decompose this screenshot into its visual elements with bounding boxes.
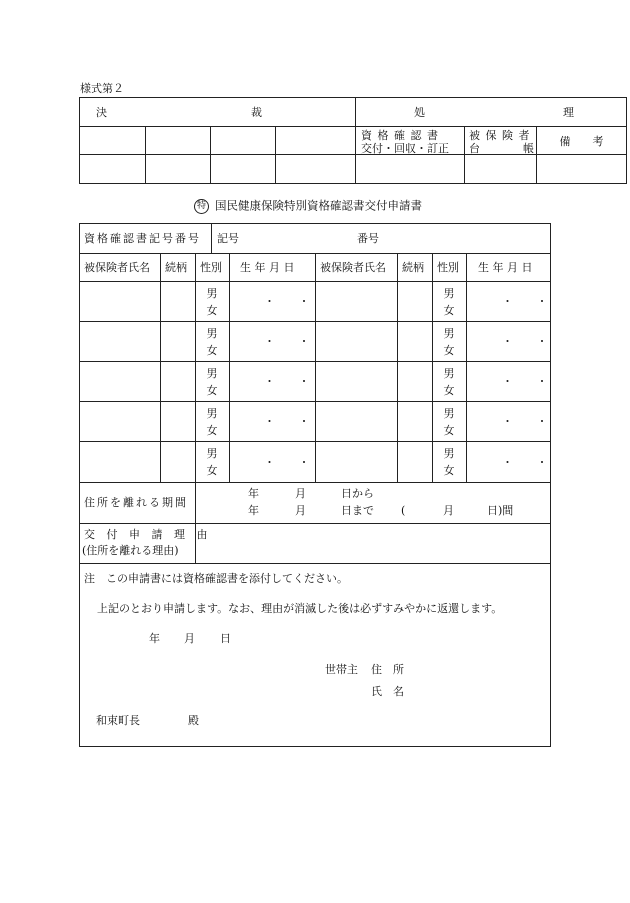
rule <box>432 253 433 482</box>
sex-male[interactable]: 男 <box>206 287 218 300</box>
sex-female[interactable]: 女 <box>443 424 455 437</box>
ledger-line2a: 台 <box>469 142 480 155</box>
birth-date-dots: ・ ・ <box>502 295 558 308</box>
birth-date-dots: ・ ・ <box>502 375 558 388</box>
rule <box>79 523 551 524</box>
sex-female[interactable]: 女 <box>443 464 455 477</box>
approval-cell[interactable] <box>211 127 276 155</box>
form-number: 様式第２ <box>80 82 124 95</box>
sex-male[interactable]: 男 <box>443 287 455 300</box>
sex-male[interactable]: 男 <box>443 407 455 420</box>
approval-cell[interactable] <box>80 127 146 155</box>
approval-cell[interactable] <box>276 127 356 155</box>
reason-field[interactable] <box>197 525 549 561</box>
period-from-day: 日から <box>341 487 374 500</box>
bangou-field[interactable] <box>385 226 545 250</box>
honorific-dono: 殿 <box>188 714 199 727</box>
birth-date-dots: ・ ・ <box>502 415 558 428</box>
col-header-sex: 性別 <box>200 261 222 274</box>
sex-female[interactable]: 女 <box>206 464 218 477</box>
cert-number-label: 資格確認書記号番号 <box>84 232 201 245</box>
sex-female[interactable]: 女 <box>443 344 455 357</box>
col-header-sex: 性別 <box>437 261 459 274</box>
birth-date-dots: ・ ・ <box>502 335 558 348</box>
sex-options[interactable] <box>206 405 218 439</box>
sex-female[interactable]: 女 <box>206 304 218 317</box>
remarks-header: 備 考 <box>537 127 627 155</box>
ledger-cell[interactable] <box>465 155 537 184</box>
ledger-line1: 被 保 険 者 <box>469 129 531 142</box>
cert-issue-cell[interactable] <box>356 155 465 184</box>
rule <box>79 563 551 564</box>
date-month: 月 <box>184 632 195 645</box>
cert-issue-header <box>356 127 465 155</box>
cert-issue-line2: 交付・回収・訂正 <box>361 142 449 155</box>
rule <box>195 482 196 563</box>
rule <box>397 253 398 482</box>
tokubetsu-mark: 特 <box>194 199 209 214</box>
sex-options[interactable] <box>443 445 455 479</box>
sex-female[interactable]: 女 <box>206 384 218 397</box>
kessai-char-1: 決 <box>96 106 107 119</box>
period-label: 住所を離れる期間 <box>84 496 188 509</box>
shori-header-cell <box>356 98 627 127</box>
sex-options[interactable] <box>443 285 455 319</box>
sex-options[interactable] <box>443 365 455 399</box>
sex-options[interactable] <box>206 445 218 479</box>
col-header-birth: 生 年 月 日 <box>240 261 295 274</box>
sex-options[interactable] <box>206 365 218 399</box>
name-label: 氏 名 <box>371 685 404 698</box>
period-to-month: 月 <box>295 504 306 517</box>
sex-male[interactable]: 男 <box>206 447 218 460</box>
attachment-note: 注 この申請書には資格確認書を添付してください。 <box>84 572 348 585</box>
sex-female[interactable]: 女 <box>443 304 455 317</box>
addressee: 和束町長 <box>96 714 140 727</box>
sex-female[interactable]: 女 <box>206 424 218 437</box>
date-day: 日 <box>220 632 231 645</box>
approval-cell[interactable] <box>146 127 211 155</box>
period-to-year: 年 <box>248 504 259 517</box>
date-year: 年 <box>149 632 160 645</box>
sex-options[interactable] <box>443 325 455 359</box>
kessai-char-2: 裁 <box>251 106 262 119</box>
rule <box>315 253 316 482</box>
bangou-label: 番号 <box>357 232 379 245</box>
col-header-relation: 続柄 <box>165 261 187 274</box>
shori-char-1: 処 <box>414 106 425 119</box>
rule <box>195 253 196 482</box>
ledger-line2b: 帳 <box>523 142 534 155</box>
sex-options[interactable] <box>206 325 218 359</box>
period-paren-open: ( <box>401 504 406 517</box>
form-title <box>194 199 422 214</box>
remarks-cell[interactable] <box>537 155 627 184</box>
birth-date-dots: ・ ・ <box>264 375 320 388</box>
declaration-text: 上記のとおり申請します。なお、理由が消滅した後は必ずすみやかに返還します。 <box>97 602 503 615</box>
address-label: 住 所 <box>371 663 404 676</box>
birth-date-dots: ・ ・ <box>502 456 558 469</box>
approval-cell[interactable] <box>80 155 146 184</box>
period-from-month: 月 <box>295 487 306 500</box>
rule <box>160 253 161 482</box>
sex-options[interactable] <box>206 285 218 319</box>
ledger-header <box>465 127 537 155</box>
sex-male[interactable]: 男 <box>206 407 218 420</box>
rule <box>211 223 212 253</box>
rule <box>229 253 230 482</box>
col-header-relation: 続柄 <box>402 261 424 274</box>
period-to-day: 日まで <box>341 504 374 517</box>
approval-cell[interactable] <box>276 155 356 184</box>
col-header-birth: 生 年 月 日 <box>478 261 533 274</box>
kessai-header-cell <box>80 98 356 127</box>
rule <box>79 482 551 483</box>
birth-date-dots: ・ ・ <box>264 456 320 469</box>
col-header-name: 被保険者氏名 <box>320 261 386 274</box>
sex-options[interactable] <box>443 405 455 439</box>
cert-issue-line1: 資 格 確 認 書 <box>361 129 439 142</box>
period-duration-month: 月 <box>443 504 454 517</box>
sex-male[interactable]: 男 <box>206 327 218 340</box>
sex-female[interactable]: 女 <box>443 384 455 397</box>
rule <box>466 253 467 482</box>
col-header-name: 被保険者氏名 <box>84 261 150 274</box>
birth-date-dots: ・ ・ <box>264 295 320 308</box>
kigou-field[interactable] <box>245 226 345 250</box>
birth-date-dots: ・ ・ <box>264 415 320 428</box>
birth-date-dots: ・ ・ <box>264 335 320 348</box>
period-from-year: 年 <box>248 487 259 500</box>
reason-label-line2: (住所を離れる理由) <box>82 544 179 557</box>
form-title-text: 国民健康保険特別資格確認書交付申請書 <box>215 198 422 213</box>
sex-male[interactable]: 男 <box>443 327 455 340</box>
sex-male[interactable]: 男 <box>206 367 218 380</box>
sex-female[interactable]: 女 <box>206 344 218 357</box>
period-duration-days: 日)間 <box>487 504 514 517</box>
sex-male[interactable]: 男 <box>443 447 455 460</box>
sex-male[interactable]: 男 <box>443 367 455 380</box>
kigou-label: 記号 <box>217 232 239 245</box>
processing-table <box>79 97 604 183</box>
household-head-label: 世帯主 <box>325 663 358 676</box>
reason-label-line1: 交 付 申 請 理 由 <box>84 528 212 541</box>
shori-char-2: 理 <box>563 106 574 119</box>
approval-cell[interactable] <box>146 155 211 184</box>
approval-cell[interactable] <box>211 155 276 184</box>
